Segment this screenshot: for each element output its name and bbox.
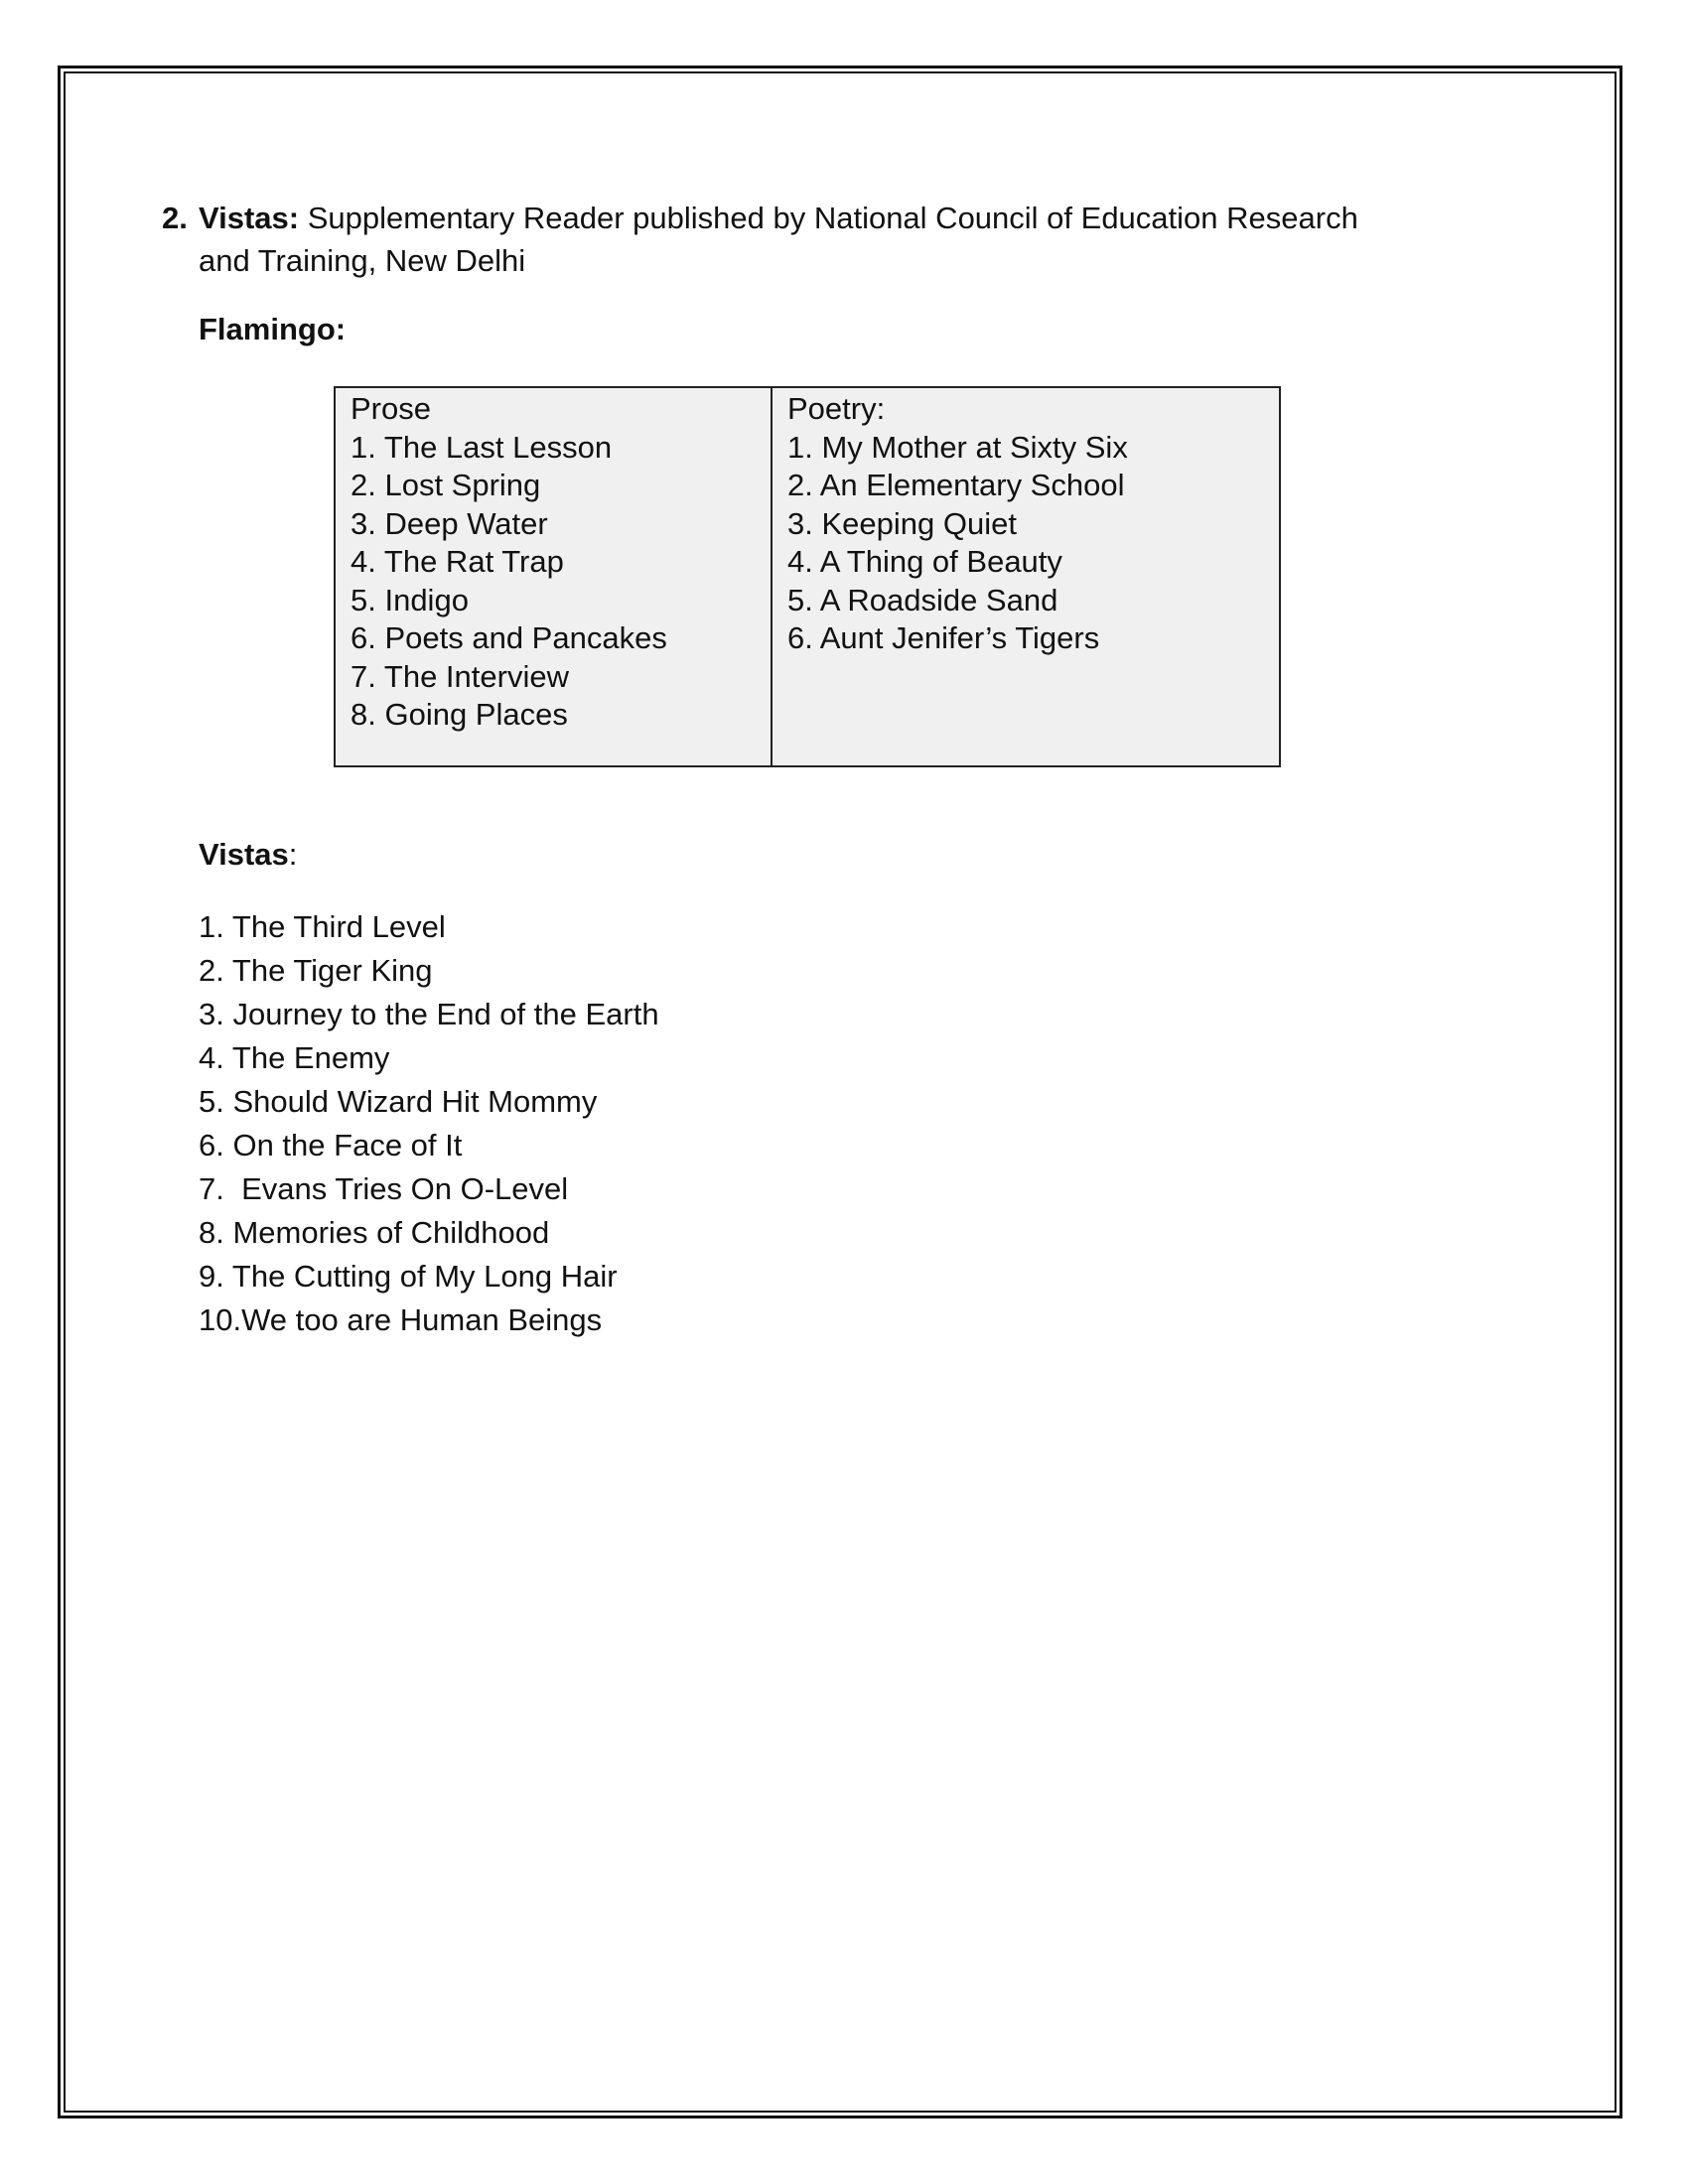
vistas-heading-colon: : bbox=[288, 837, 298, 872]
prose-header: Prose bbox=[351, 391, 431, 426]
prose-item: 6. Poets and Pancakes bbox=[351, 620, 667, 655]
flamingo-heading: Flamingo: bbox=[199, 312, 347, 346]
prose-item: 8. Going Places bbox=[351, 697, 568, 732]
prose-item: 3. Deep Water bbox=[351, 505, 548, 541]
intro-paragraph bbox=[162, 197, 1492, 282]
vistas-item: 6. On the Face of It bbox=[199, 1128, 463, 1162]
poetry-item: 1. My Mother at Sixty Six bbox=[787, 429, 1128, 465]
poetry-header: Poetry: bbox=[787, 391, 886, 426]
vistas-item: 8. Memories of Childhood bbox=[199, 1215, 550, 1250]
poetry-item: 5. A Roadside Sand bbox=[787, 582, 1058, 617]
prose-item: 5. Indigo bbox=[351, 582, 469, 617]
vistas-item: 9. The Cutting of My Long Hair bbox=[199, 1259, 618, 1294]
prose-item: 7. The Interview bbox=[351, 658, 569, 694]
poetry-item: 3. Keeping Quiet bbox=[787, 505, 1017, 541]
poetry-item: 6. Aunt Jenifer’s Tigers bbox=[787, 620, 1100, 655]
poetry-item: 2. An Elementary School bbox=[787, 468, 1125, 502]
poetry-column bbox=[772, 387, 1280, 766]
vistas-item: 5. Should Wizard Hit Mommy bbox=[199, 1084, 598, 1119]
flamingo-table bbox=[334, 386, 1281, 767]
vistas-heading-text: Vistas bbox=[199, 837, 289, 872]
vistas-item: 7. Evans Tries On O-Level bbox=[199, 1171, 569, 1206]
vistas-item: 3. Journey to the End of the Earth bbox=[199, 997, 659, 1031]
vistas-item: 10.We too are Human Beings bbox=[199, 1302, 603, 1337]
prose-column bbox=[335, 387, 772, 766]
intro-title: Vistas: bbox=[199, 201, 300, 235]
prose-item: 2. Lost Spring bbox=[351, 468, 541, 502]
vistas-item: 1. The Third Level bbox=[199, 909, 446, 944]
vistas-item: 4. The Enemy bbox=[199, 1040, 390, 1075]
vistas-item: 2. The Tiger King bbox=[199, 953, 433, 988]
intro-number: 2. bbox=[162, 201, 188, 235]
intro-description-line2: and Training, New Delhi bbox=[199, 243, 526, 278]
vistas-list bbox=[199, 905, 659, 1342]
intro-description-line1: Supplementary Reader published by National Council of Education Research bbox=[307, 201, 1358, 235]
prose-item: 4. The Rat Trap bbox=[351, 544, 564, 579]
poetry-item: 4. A Thing of Beauty bbox=[787, 544, 1062, 579]
prose-item: 1. The Last Lesson bbox=[351, 429, 613, 465]
vistas-heading bbox=[199, 837, 297, 873]
